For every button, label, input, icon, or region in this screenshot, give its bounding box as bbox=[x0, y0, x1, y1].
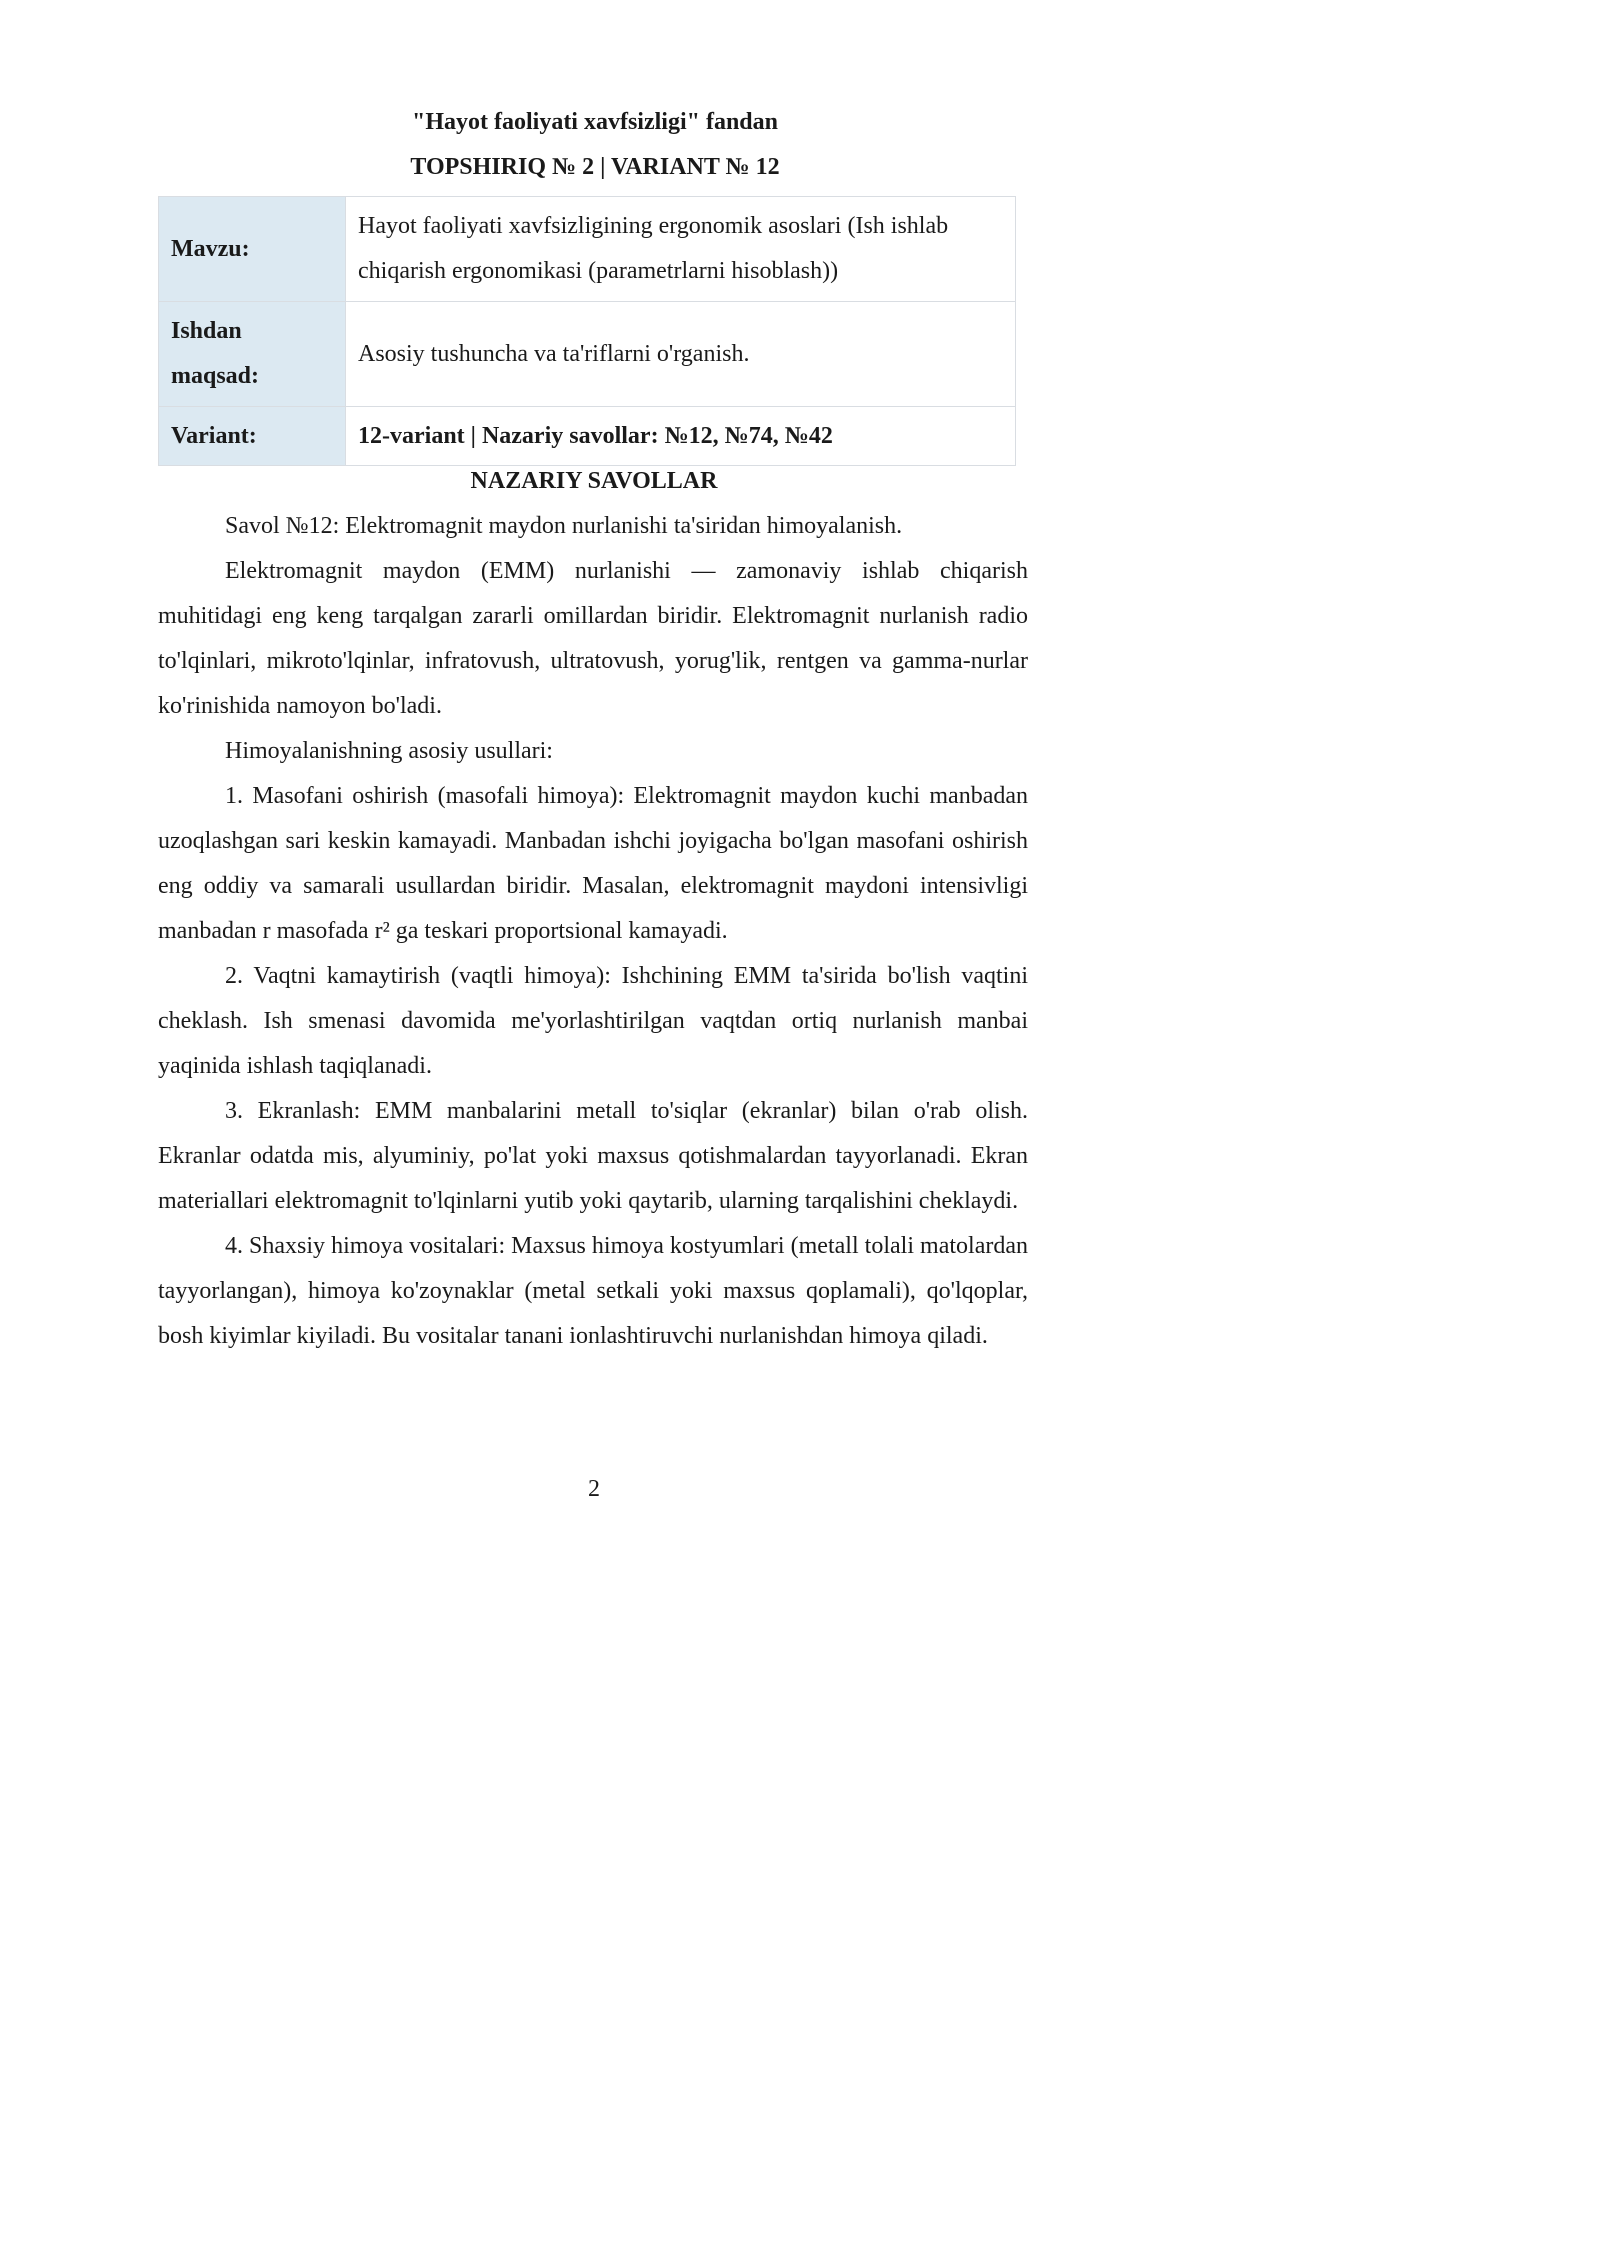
method-ppe-paragraph: 4. Shaxsiy himoya vositalari: Maxsus himoya kostyumlari (metall tolali matolardan tayyorlangan), himoya ko'zoynaklar (metal setkali yoki maxsus qoplamali), qo'lqoplar, bosh kiyimlar kiyiladi. Bu vositalar tanani ionlashtiruvchi nurlanishdan himoya qiladi. bbox=[158, 1233, 1028, 1349]
question-heading: Savol №12: Elektromagnit maydon nurlanishi ta'siridan himoyalanish. bbox=[225, 513, 903, 539]
variant-label: Variant: bbox=[159, 407, 346, 466]
table-row bbox=[159, 302, 1016, 407]
table-row bbox=[159, 197, 1016, 302]
method-distance-paragraph: 1. Masofani oshirish (masofali himoya): Elektromagnit maydon kuchi manbadan uzoqlashgan sari keskin kamayadi. Manbadan ishchi joyigacha bo'lgan masofani oshirish eng oddiy va samarali usullardan biridir. Masalan, elektromagnit maydoni intensivligi manbadan r masofada r² ga teskari proportsional kamayadi. bbox=[158, 783, 1028, 944]
goal-value: Asosiy tushuncha va ta'riflarni o'rganish. bbox=[346, 302, 1016, 407]
method-time-paragraph: 2. Vaqtni kamaytirish (vaqtli himoya): Ishchining EMM ta'sirida bo'lish vaqtini cheklash. Ish smenasi davomida me'yorlashtirilgan vaqtdan ortiq nurlanish manbai yaqinida ishlash taqiqlanadi. bbox=[158, 963, 1028, 1079]
topic-label: Mavzu: bbox=[159, 197, 346, 302]
document-page bbox=[0, 0, 1118, 1580]
topic-value: Hayot faoliyati xavfsizligining ergonomik asoslari (Ish ishlab chiqarish ergonomikasi (parametrlarni hisoblash)) bbox=[346, 197, 1016, 302]
variant-value: 12-variant | Nazariy savollar: №12, №74, №42 bbox=[346, 407, 1016, 466]
goal-label: Ishdan maqsad: bbox=[159, 302, 346, 407]
methods-heading: Himoyalanishning asosiy usullari: bbox=[225, 738, 553, 764]
page-number: 2 bbox=[588, 1476, 600, 1502]
method-shielding-paragraph: 3. Ekranlash: EMM manbalarini metall to'siqlar (ekranlar) bilan o'rab olish. Ekranlar odatda mis, alyuminiy, po'lat yoki maxsus qotishmalardan tayyorlanadi. Ekran materiallari elektromagnit to'lqinlarni yutib yoki qaytarib, ularning tarqalishini cheklaydi. bbox=[158, 1098, 1028, 1214]
body-text bbox=[158, 504, 1028, 1359]
table-row bbox=[159, 407, 1016, 466]
assignment-info-table bbox=[158, 196, 1016, 466]
document-title: "Hayot faoliyati xavfsizligi" fandan bbox=[412, 109, 778, 135]
assignment-subtitle: TOPSHIRIQ № 2 | VARIANT № 12 bbox=[410, 154, 780, 180]
section-heading: NAZARIY SAVOLLAR bbox=[470, 468, 718, 494]
intro-paragraph: Elektromagnit maydon (EMM) nurlanishi — zamonaviy ishlab chiqarish muhitidagi eng keng tarqalgan zararli omillardan biridir. Elektromagnit nurlanish radio to'lqinlari, mikroto'lqinlar, infratovush, ultratovush, yorug'lik, rentgen va gamma-nurlar ko'rinishida namoyon bo'ladi. bbox=[158, 558, 1028, 719]
